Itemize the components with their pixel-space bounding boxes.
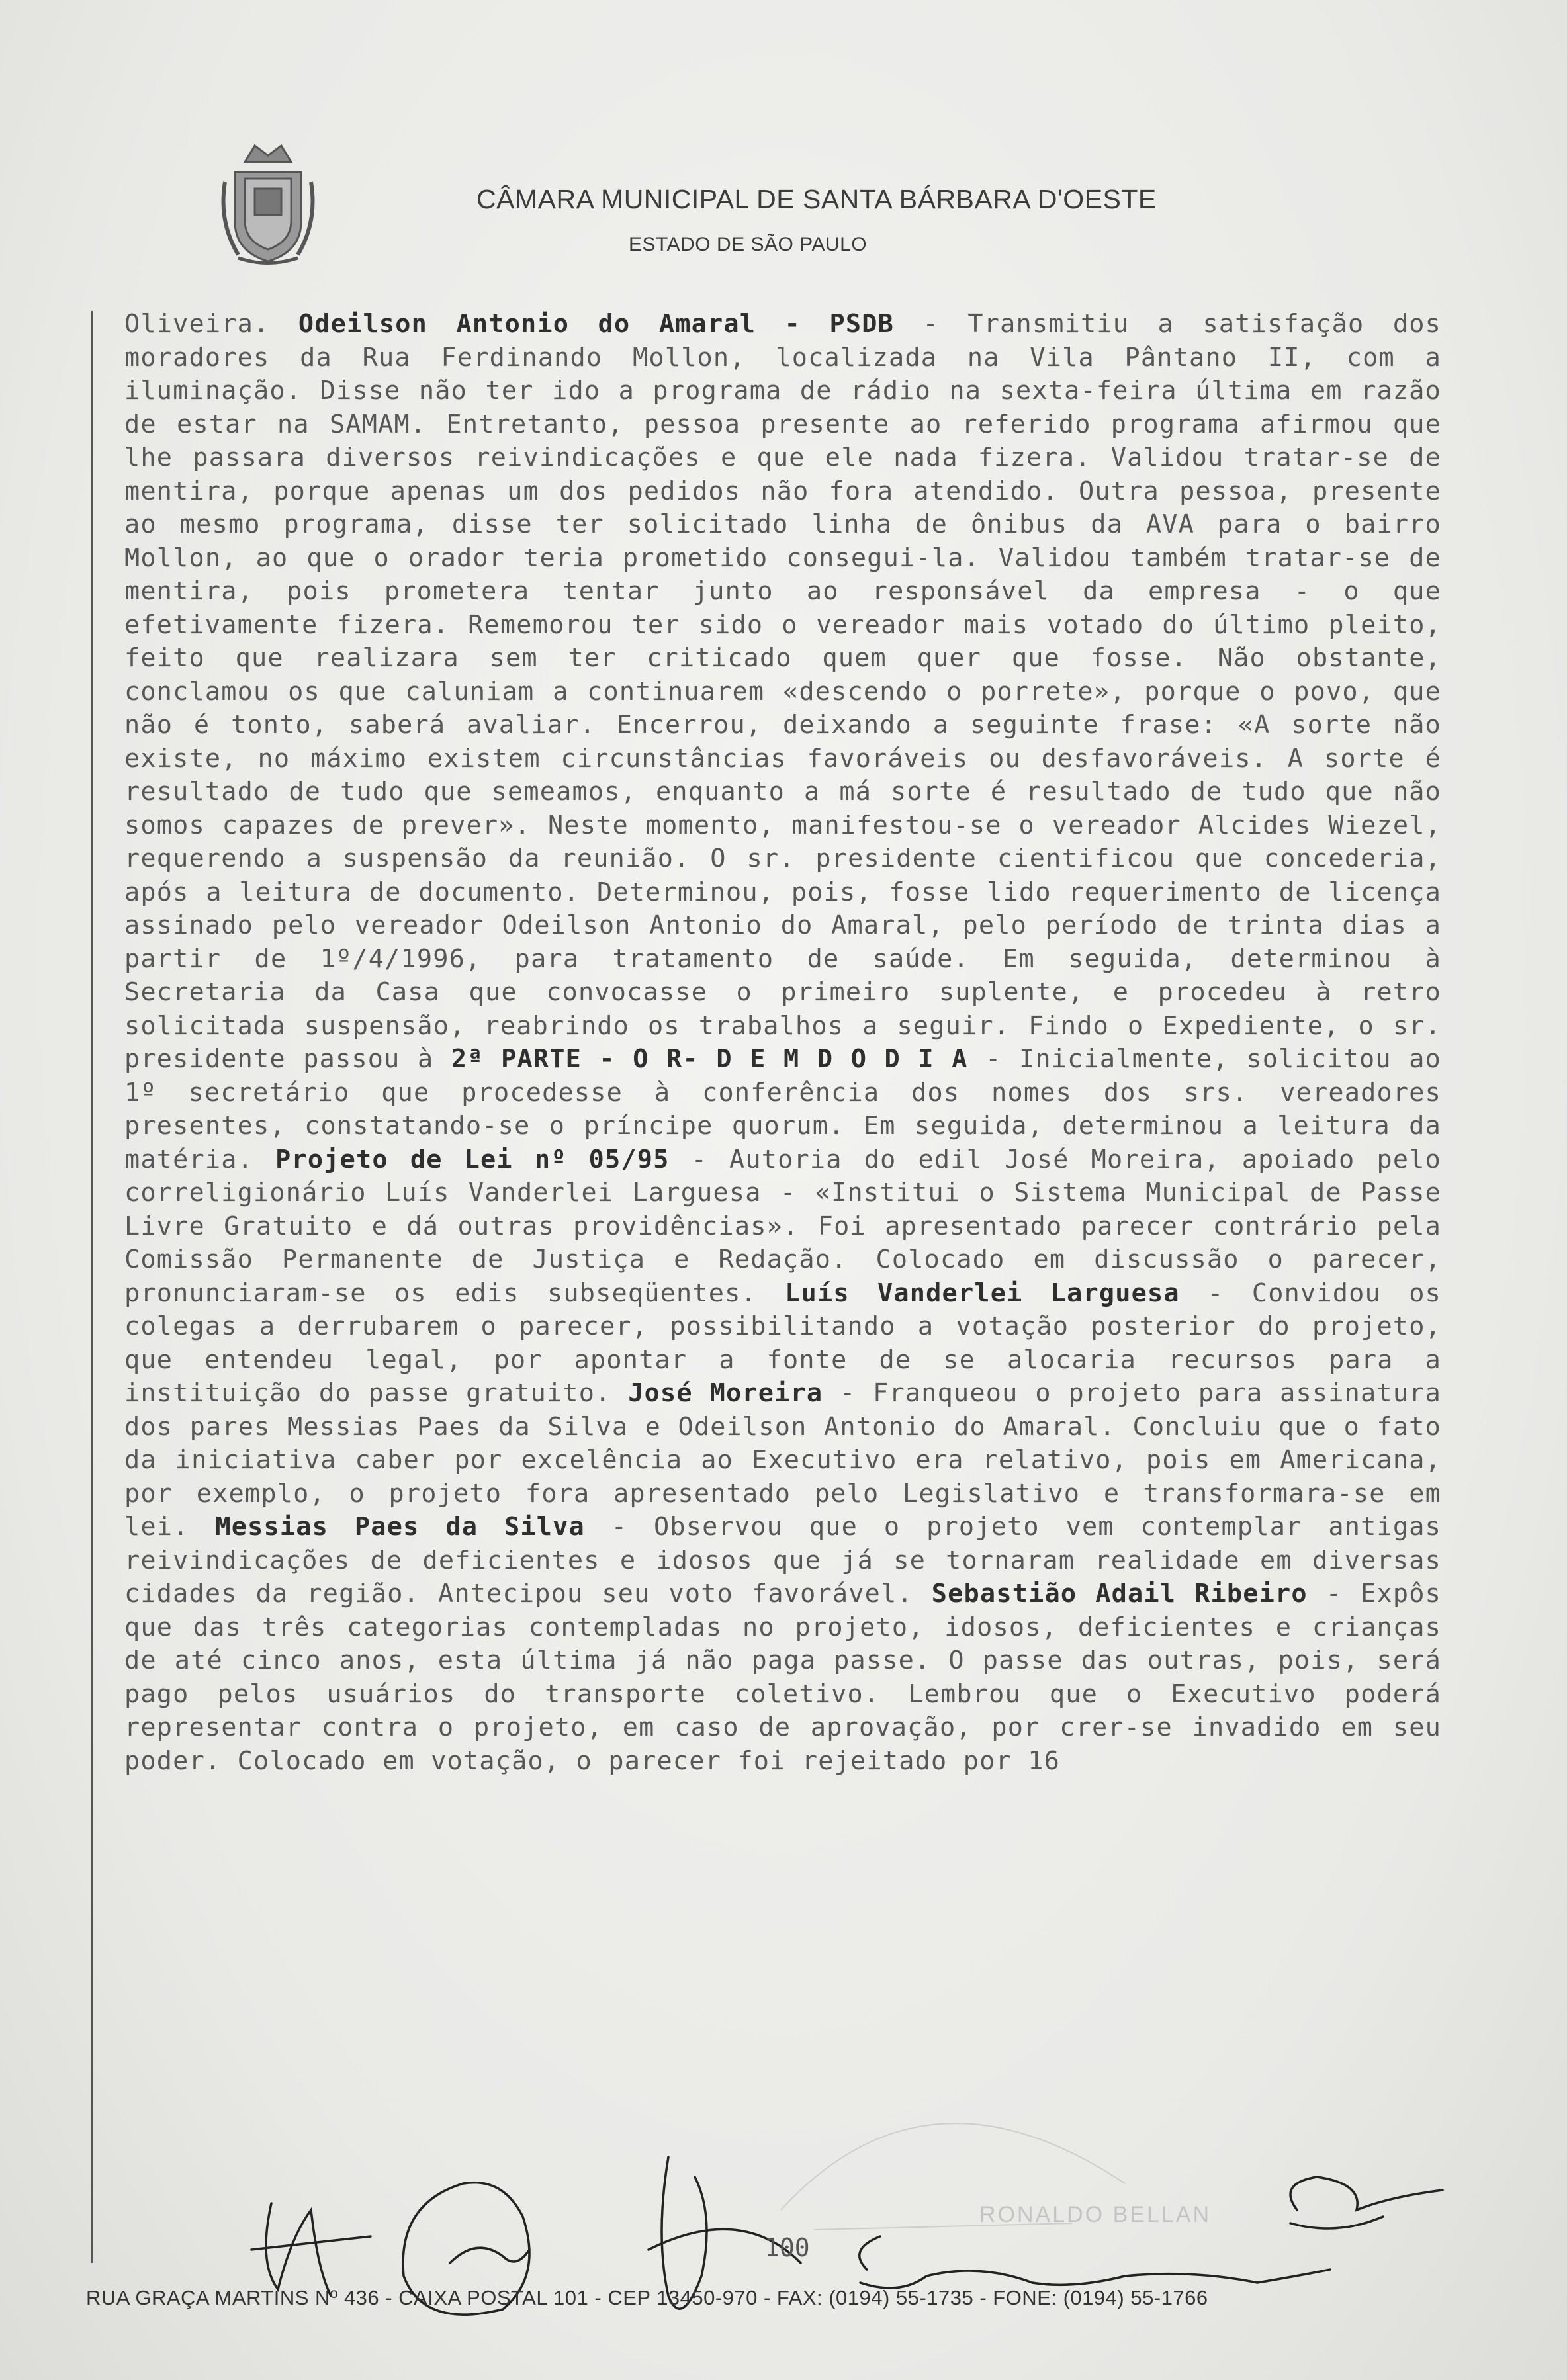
text-segment: - Transmitiu a satisfação dos moradores da Rua Ferdinando Mollon, localizada na Vila Pântano II, com a iluminação. Disse não ter ido a programa de rádio na sexta-feira última em razão de estar na SAMAM. Entretanto, pessoa presente ao referido programa afirmou que lhe passara diversos reivindicações e que ele nada fizera. Validou tratar-se de mentira, porque apenas um dos pedidos não fora atendido. Outra pessoa, presente ao mesmo programa, disse ter solicitado linha de ônibus da AVA para o bairro Mollon, ao que o orador teria prometido consegui-la. Validou também tratar-se de mentira, pois prometera tentar junto ao responsável da empresa - o que efetivamente fizera. Rememorou ter sido o vereador mais votado do último pleito, feito que realizara sem ter criticado quem quer que fosse. Não obstante, conclamou os que caluniam a continuarem «descendo o porrete», porque o povo, que não é tonto, saberá avaliar. Encerrou, deixando a seguinte frase: «A sorte não existe, no máximo existem circunstâncias favoráveis ou desfavoráveis. A sorte é resultado de tudo que semeamos, enquanto a má sorte é resultado de tudo que não somos capazes de prever». Neste momento, manifestou-se o vereador Alcides Wiezel, requerendo a suspensão da reunião. O sr. presidente cientificou que concederia, após a leitura de documento. Determinou, pois, fosse lido requerimento de licença assinado pelo vereador Odeilson Antonio do Amaral, pelo período de trinta dias a partir de 1º/4/1996, para tratamento de saúde. Em seguida, determinou à Secretaria da Casa que convocasse o primeiro suplente, e procedeu à retro solicitada suspensão, reabrindo os trabalhos a seguir. Findo o Expediente, o sr. presidente passou à bbox=[124, 309, 1441, 1074]
page-number: 100 bbox=[764, 2233, 810, 2262]
stamp-watermark bbox=[781, 2123, 1125, 2230]
state-name: ESTADO DE SÃO PAULO bbox=[629, 234, 868, 255]
signature-1 bbox=[251, 2203, 371, 2296]
municipal-coat-of-arms-icon bbox=[218, 136, 318, 268]
text-segment: - Expôs que das três categorias contempladas no projeto, idosos, deficientes e crianças de até cinco anos, esta última já não paga passe. O passe das outras, pois, será pago pelos usuários do transporte coletivo. Lembrou que o Executivo poderá representar contra o projeto, em caso de aprovação, por crer-se invadido em seu poder. Colocado em votação, o parecer foi rejeitado por 16 bbox=[124, 1579, 1441, 1776]
speaker-name: Sebastião Adail Ribeiro bbox=[931, 1579, 1308, 1609]
text-segment: - Convidou os colegas a derrubarem o parecer, possibilitando a votação posterior do projeto, que entendeu legal, por apontar a fonte de se alocaria recursos para a instituição do passe gratuito. bbox=[124, 1278, 1441, 1408]
minutes-body bbox=[124, 308, 1441, 1778]
footer-address: RUA GRAÇA MARTINS Nº 436 - CAIXA POSTAL 101 - CEP 13450-970 - FAX: (0194) 55-1735 - FONE: (0194) 55-1766 bbox=[86, 2286, 1208, 2309]
institution-name: CÂMARA MUNICIPAL DE SANTA BÁRBARA D'OESTE bbox=[476, 184, 1157, 214]
speaker-name: Messias Paes da Silva bbox=[215, 1512, 585, 1542]
margin-rule bbox=[91, 311, 93, 2263]
text-segment: - Franqueou o projeto para assinatura dos pares Messias Paes da Silva e Odeilson Antonio do Amaral. Concluiu que o fato da iniciativa caber por excelência ao Executivo era relativo, pois em Americana, por exemplo, o projeto fora apresentado pelo Legislativo e transformara-se em lei. bbox=[124, 1378, 1441, 1542]
signature-4 bbox=[860, 2236, 1330, 2288]
text-segment: - Inicialmente, solicitou ao 1º secretário que procedesse à conferência dos nomes dos srs. vereadores presentes, constatando-se o príncipe quorum. Em seguida, determinou a leitura da matéria. bbox=[124, 1044, 1441, 1174]
speaker-name: Odeilson Antonio do Amaral - PSDB bbox=[298, 309, 895, 339]
section-heading: 2ª PARTE - O R- D E M D O D I A bbox=[451, 1044, 968, 1074]
text-segment: - Autoria do edil José Moreira, apoiado pelo correligionário Luís Vanderlei Larguesa - «Institui o Sistema Municipal de Passe Livre Gratuito e dá outras providências». Foi apresentado parecer contrário pela Comissão Permanente de Justiça e Redação. Colocado em discussão o parecer, pronunciaram-se os edis subseqüentes. bbox=[124, 1144, 1441, 1308]
bill-title: Projeto de Lei nº 05/95 bbox=[275, 1144, 670, 1174]
speaker-name: Luís Vanderlei Larguesa bbox=[785, 1278, 1180, 1308]
stamp-text: RONALDO BELLAN bbox=[979, 2202, 1211, 2227]
speaker-name: José Moreira bbox=[628, 1378, 823, 1408]
signature-5 bbox=[1290, 2177, 1443, 2228]
text-segment: - Observou que o projeto vem contemplar antigas reivindicações de deficientes e idosos que já se tornaram realidade em diversas cidades da região. Antecipou seu voto favorável. bbox=[124, 1512, 1441, 1609]
text-segment: Oliveira. bbox=[124, 309, 270, 339]
